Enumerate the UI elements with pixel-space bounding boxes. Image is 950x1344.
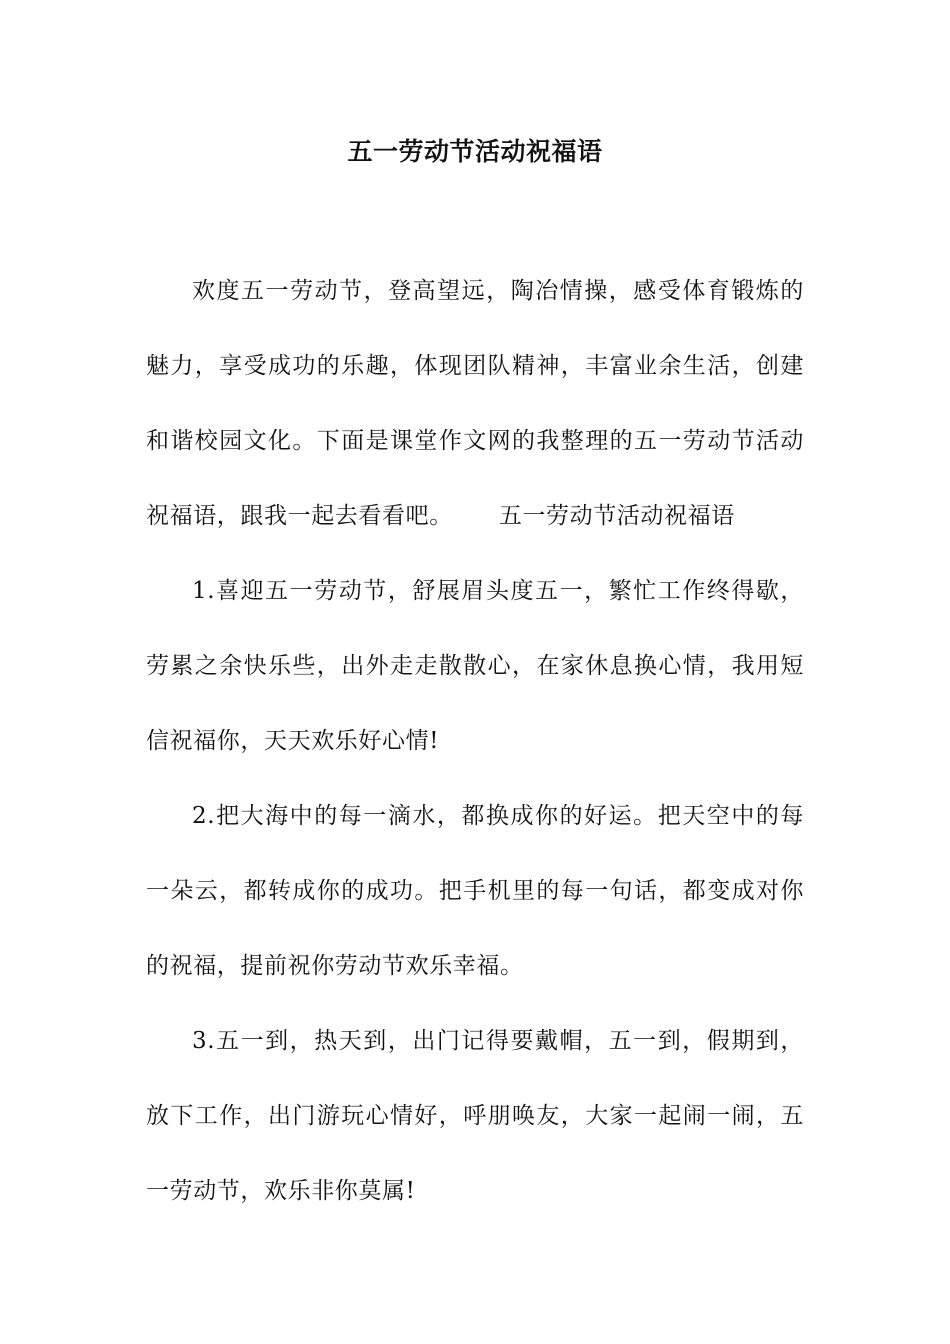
document-body xyxy=(146,254,804,1229)
intro-paragraph xyxy=(146,254,804,554)
document-title: 五一劳动节活动祝福语 xyxy=(347,137,603,166)
intro-text: 欢度五一劳动节，登高望远，陶冶情操，感受体育锻炼的魅力，享受成功的乐趣，体现团队精神，丰富业余生活，创建和谐校园文化。下面是课堂作文网的我整理的五一劳动节活动祝福语，跟我一起去看看吧。 xyxy=(146,278,804,529)
wish-item-3: 3.五一到，热天到，出门记得要戴帽，五一到，假期到，放下工作，出门游玩心情好，呼朋唤友，大家一起闹一闹，五一劳动节，欢乐非你莫属! xyxy=(146,1028,804,1204)
wish-item-2: 2.把大海中的每一滴水，都换成你的好运。把天空中的每一朵云，都转成你的成功。把手机里的每一句话，都变成对你的祝福，提前祝你劳动节欢乐幸福。 xyxy=(146,803,804,979)
wish-item-1: 1.喜迎五一劳动节，舒展眉头度五一，繁忙工作终得歇，劳累之余快乐些，出外走走散散心，在家休息换心情，我用短信祝福你，天天欢乐好心情! xyxy=(146,578,804,754)
section-heading: 五一劳动节活动祝福语 xyxy=(498,503,735,529)
